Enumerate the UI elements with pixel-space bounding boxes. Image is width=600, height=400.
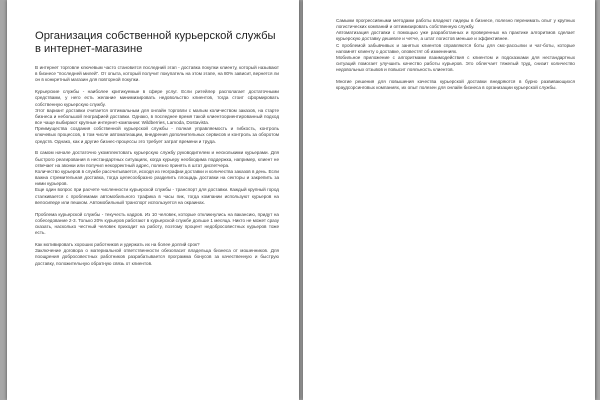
- page-1-body: [35, 65, 279, 267]
- paragraph: Еще один вопрос при расчете численности курьерской службы - транспорт для доставки. Каждый крупный город сталкивается с проблемами автомобильного трафика в часы пик, тогда компании используют курьеров на велосипеде или пешком. Автомобильный транспорт используется на окраинах.: [35, 187, 279, 205]
- paragraph: В интернет торговле ключевым часто становится последний этап - доставка покупки клиенту, который называют в бизнесе "последней милей". От опыта, который получит покупатель на этом этапе, на 80% зависит, вернется ли он в конкретный магазин для повторной покупки.: [35, 65, 279, 83]
- paragraph: Автоматизация доставки с помощью уже разработанных и проверенных на практике алгоритмов сделает курьерскую доставку дешевле и четче, а штат логистов меньше и эффективнее.: [336, 30, 575, 42]
- paragraph: Самыми прогрессивными методами работы владеют лидеры в бизнесе, полезно перенимать опыт у крупных логистических компаний и оптимизировать собственную службу.: [336, 18, 575, 30]
- paragraph: Курьерские службы - наиболее критикуемые в сфере услуг. Если ритейлер располагает достаточными средствами, у него есть желание минимизировать недовольство клиентов, тогда стоит сформировать собственную курьерскую службу.: [35, 89, 279, 107]
- page-1: [7, 0, 299, 400]
- paragraph: Многие решения для повышения качества курьерской доставки внедряются в бурно развивающихся краудсорсинговых компаниях, их опыт полезен для онлайн бизнеса в организации курьерской службы.: [336, 79, 575, 91]
- paragraph: Мобильное приложение с алгоритмами взаимодействия с клиентом и подсказками для нестандартных ситуаций помогает улучшить качество работы курьеров. Это облегчает тяжелый труд, снизит количество недовольных отзывов и повысит лояльность клиентов.: [336, 54, 575, 73]
- page-title: Организация собственной курьерской службы в интернет-магазине: [35, 30, 276, 55]
- paragraph: Заключение договора о материальной ответственности обезопасит владельца бизнеса от мошенников. Для поощрения добросовестных работников разрабатывается программа бонусов за качественную и быструю доставку, положительную обратную связь от клиентов.: [35, 248, 279, 266]
- paragraph: Этот вариант доставки считается оптимальным для онлайн торговли с малым количеством заказов, на старте бизнеса и небольшой географией доставки. Однако, в последнее время такой клиентоориентированный подход все чаще выбирают крупные интернет-компании: Wildberries, Lamoda, Dostavista.: [35, 107, 279, 126]
- page-2-body: [336, 18, 575, 92]
- paragraph: Преимущества создания собственной курьерской службы - полная управляемость и гибкость, контроль ключевых процессов, в том числе автоматизации, внедрения дополнительных сервисов и контроль за оборотом средств. Однако, как и другие бизнес-процессы это требует затрат времени и труда.: [35, 126, 279, 144]
- paragraph: В самом начале достаточно укомплектовать курьерскую службу руководителем и несколькими курьерами. Для быстрого реагирования в нестандартных ситуациях, когда курьеру необходима поддержка, например, клиент не отвечает на звонки или получил некорректный адрес, полезно принять в штат диспетчера.: [35, 150, 279, 168]
- page-2: [303, 0, 595, 400]
- paragraph: С проблемой забывчивых и занятых клиентов справляются боты для смс-рассылки и чат-боты, которые напомнят клиенту о доставке, оповестят об изменениях.: [336, 42, 575, 54]
- paragraph: Проблема курьерской службы - текучесть кадров. Из 10 человек, которые откликнулись на вакансию, придут на собеседование 2-3. Только 20% курьеров работают в курьерской службе дольше 1 месяца. Никто не может сразу сказать, насколько честный человек приходит на работу, поэтому процент недобросовестных курьеров тоже есть.: [35, 211, 279, 236]
- paragraph: Количество курьеров в службе рассчитывается, исходя из географии доставки и количества заказов в день. Если важна стремительная доставка, тогда целесообразно разделить площадь доставки на секторы и закрепить за ними курьеров.: [35, 168, 279, 187]
- paragraph: Как мотивировать хороших работников и удержать их на более долгий срок?: [35, 242, 200, 248]
